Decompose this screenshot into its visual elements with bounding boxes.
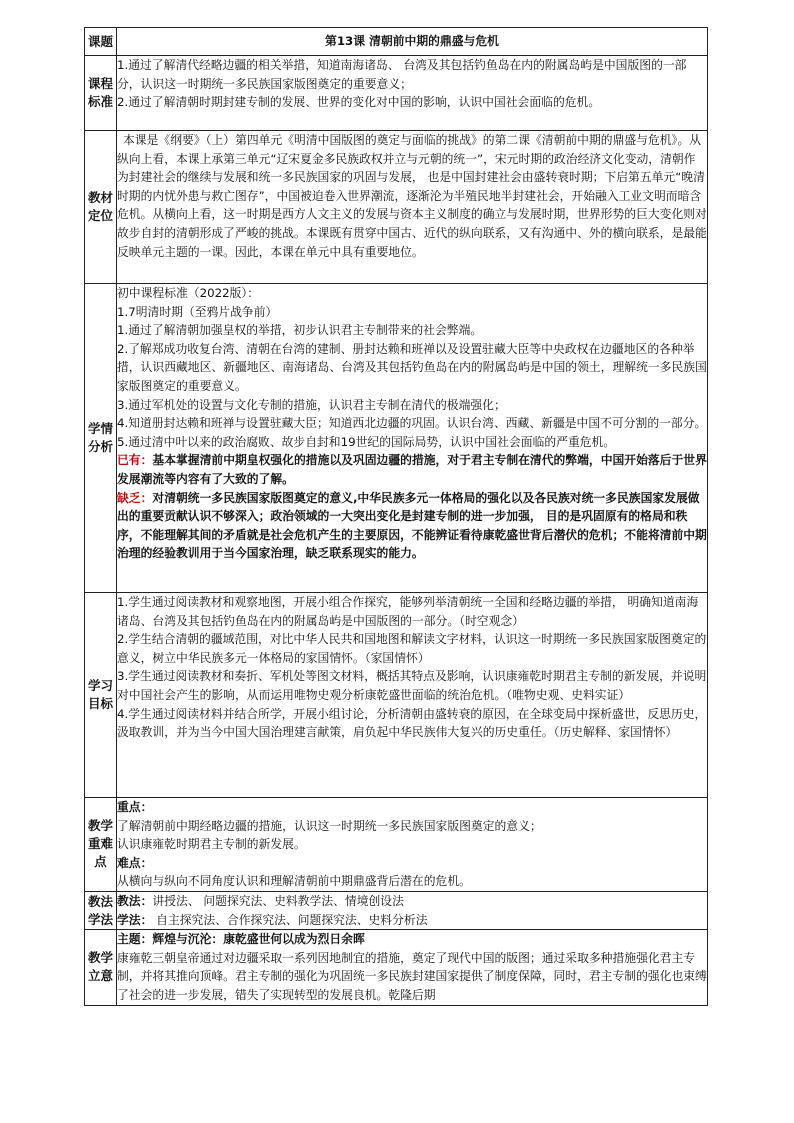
row-label-curriculum-standard: 课程标准	[85, 56, 117, 131]
junior-standard-item-4: 4.知道册封达赖和班禅与设置驻藏大臣；知道西北边疆的巩固。认识台湾、西藏、新疆是中国不可分割的一部分。	[117, 416, 707, 431]
teaching-theme-content	[117, 930, 708, 1005]
row-label-textbook-position: 教材定位	[85, 131, 117, 284]
row-textbook-position	[85, 131, 708, 284]
objective-1: 1.学生通过阅读教材和观察地图，开展小组合作探究，能够列举清朝统一全国和经略边疆的举措， 明确知道南海诸岛、台湾及其包括钓鱼岛在内的附属岛屿是中国版图的一部分。（时空观念）	[117, 595, 699, 628]
key-point-1: 了解清朝前中期经略边疆的措施，认识这一时期统一多民族国家版图奠定的意义；	[117, 818, 542, 833]
objective-2: 2.学生结合清朝的疆域范围，对比中华人民共和国地图和解读文字材料，认识这一时期统一多民族国家版图奠定的意义，树立中华民族多元一体格局的家国情怀。（家国情怀）	[117, 632, 707, 665]
key-difficult-content	[117, 798, 708, 892]
theme-label: 主题：	[117, 932, 153, 947]
row-label-learning-objectives: 学习目标	[85, 593, 117, 798]
teaching-methods-label: 教法：	[117, 893, 153, 908]
knowledge-gaps	[117, 489, 707, 563]
row-topic	[85, 28, 708, 56]
methods-content	[117, 891, 708, 929]
knowledge-gaps-text: 对清朝统一多民族国家版图奠定的意义,中华民族多元一体格局的强化以及各民族对统一多民族国家发展做出的重要贡献认识不够深入；政治领域的一大突出变化是封建专制的进一步加强， 目的是巩固原有的格局和秩序，不能理解其间的矛盾就是社会危机产生的主要原因，不能辨证看待康乾盛世背后潜伏的危机；不能将清前中期治理的经验教训用于当今国家治理，缺乏联系现实的能力。	[117, 490, 707, 561]
row-teaching-learning-methods	[85, 891, 708, 929]
key-point-2: 认识康雍乾时期君主专制的新发展。	[117, 837, 306, 852]
junior-standard-heading: 初中课程标准（2022版）：	[117, 286, 260, 300]
existing-knowledge-text: 基本掌握清前中期皇权强化的措施以及巩固边疆的措施，对于君主专制在清代的弊端，中国开始落后于世界发展潮流等内容有了大致的了解。	[117, 453, 707, 486]
textbook-position-text: 本课是《纲要》（上）第四单元《明清中国版图的奠定与面临的挑战》的第二课《清朝前中期的鼎盛与危机》。从纵向上看，本课上承第三单元“辽宋夏金多民族政权并立与元朝的统一”，宋元时期的政治经济文化变动，清朝作为封建社会的继续与发展和统一多民族国家的巩固与发展， 也是中国封建社会由盛转衰时期；下启第五单元“晚清时期的内忧外患与救亡图存”，中国被迫卷入世界潮流，逐渐沦为半殖民地半封建社会，开始融入工业文明而暗含危机。从横向上看，这一时期是西方人文主义的发展与资本主义制度的确立与发展时期，世界形势的巨大变化则对故步自封的清朝形成了严峻的挑战。本课既有贯穿中国古、近代的纵向联系，又有沟通中、外的横向联系，是最能反映单元主题的一课。因此，本课在单元中具有重要地位。	[117, 133, 707, 259]
key-points-heading: 重点：	[117, 800, 153, 814]
junior-standard-period: 1.7明清时期（至鸦片战争前）	[117, 304, 278, 319]
row-learner-analysis	[85, 284, 708, 593]
theme-description: 康雍乾三朝皇帝通过对边疆采取一系列因地制宜的措施，奠定了现代中国的版图；通过采取多种措施强化君主专制，并将其推向顶峰。君主专制的强化为巩固统一多民族封建国家提供了制度保障，同时，君主专制的强化也束缚了社会的进一步发展，错失了实现转型的发展良机。乾隆后期	[117, 950, 707, 1002]
objective-4: 4.学生通过阅读材料并结合所学，开展小组讨论，分析清朝由盛转衰的原因，在全球变局中探析盛世，反思历史，汲取教训，并为当今中国大国治理建言献策，肩负起中华民族伟大复兴的历史重任。（历史解释、家国情怀）	[117, 706, 707, 740]
curriculum-standard-content	[117, 56, 708, 131]
curriculum-item-1: 1.通过了解清代经略边疆的相关举措，知道南海诸岛、 台湾及其包括钓鱼岛在内的附属岛屿是中国版图的一部分，认识这一时期统一多民族国家版图奠定的重要意义；	[117, 58, 687, 91]
difficult-point-1: 从横向与纵向不同角度认识和理解清朝前中期鼎盛背后潜在的危机。	[117, 874, 471, 889]
theme-text: 辉煌与沉沦：康乾盛世何以成为烈日余晖	[152, 932, 365, 947]
objective-3: 3.学生通过阅读教材和奏折、军机处等图文材料，概括其特点及影响，认识康雍乾时期君主专制的新发展，并说明对中国社会产生的影响，从而运用唯物史观分析康乾盛世面临的统治危机。（唯物史观、史料实证）	[117, 669, 707, 702]
difficult-points-heading: 难点：	[117, 855, 153, 870]
junior-standard-item-1: 1.通过了解清朝加强皇权的举措，初步认识君主专制带来的社会弊端。	[117, 323, 483, 338]
row-label-key-difficult-points: 教学重难点	[85, 798, 117, 892]
junior-standard-item-3: 3.通过军机处的设置与文化专制的措施，认识君主专制在清代的极端强化；	[117, 397, 506, 412]
knowledge-gaps-label: 缺乏：	[117, 490, 153, 505]
existing-knowledge	[117, 451, 707, 488]
row-label-learner-analysis: 学情分析	[85, 284, 117, 593]
row-label-teaching-theme: 教学立意	[85, 930, 117, 1005]
learning-methods	[117, 911, 707, 930]
junior-standard-item-2: 2.了解郑成功收复台湾、清朝在台湾的建制、册封达赖和班禅以及设置驻藏大臣等中央政权在边疆地区的各种举措，认识西藏地区、新疆地区、南海诸岛、台湾及其包括钓鱼岛在内的附属岛屿是中国的领土，理解统一多民族国家版图奠定的重要意义。	[117, 341, 707, 393]
row-learning-objectives	[85, 593, 708, 798]
theme-line	[117, 930, 707, 949]
lesson-title: 第13课 清朝前中期的鼎盛与危机	[117, 28, 708, 56]
teaching-methods	[117, 892, 707, 911]
textbook-position-content	[117, 131, 708, 284]
row-label-topic: 课题	[85, 28, 117, 56]
learning-methods-text: 自主探究法、合作探究法、问题探究法、史料分析法	[152, 912, 428, 927]
existing-knowledge-label: 已有：	[117, 453, 153, 468]
learner-analysis-content	[117, 284, 708, 593]
row-key-difficult-points	[85, 798, 708, 892]
junior-standard-item-5: 5.通过清中叶以来的政治腐败、故步自封和19世纪的国际局势，认识中国社会面临的严重危机。	[117, 434, 616, 449]
row-teaching-theme	[85, 930, 708, 1005]
learning-methods-label: 学法：	[117, 912, 153, 927]
learning-objectives-content	[117, 593, 708, 798]
teaching-methods-text: 讲授法、 问题探究法、史料教学法、情境创设法	[152, 893, 404, 908]
lesson-plan-table	[84, 27, 708, 1006]
row-curriculum-standard	[85, 56, 708, 131]
row-label-methods: 教法学法	[85, 891, 117, 929]
curriculum-item-2: 2.通过了解清朝时期封建专制的发展、世界的变化对中国的影响，认识中国社会面临的危机。	[117, 95, 601, 110]
